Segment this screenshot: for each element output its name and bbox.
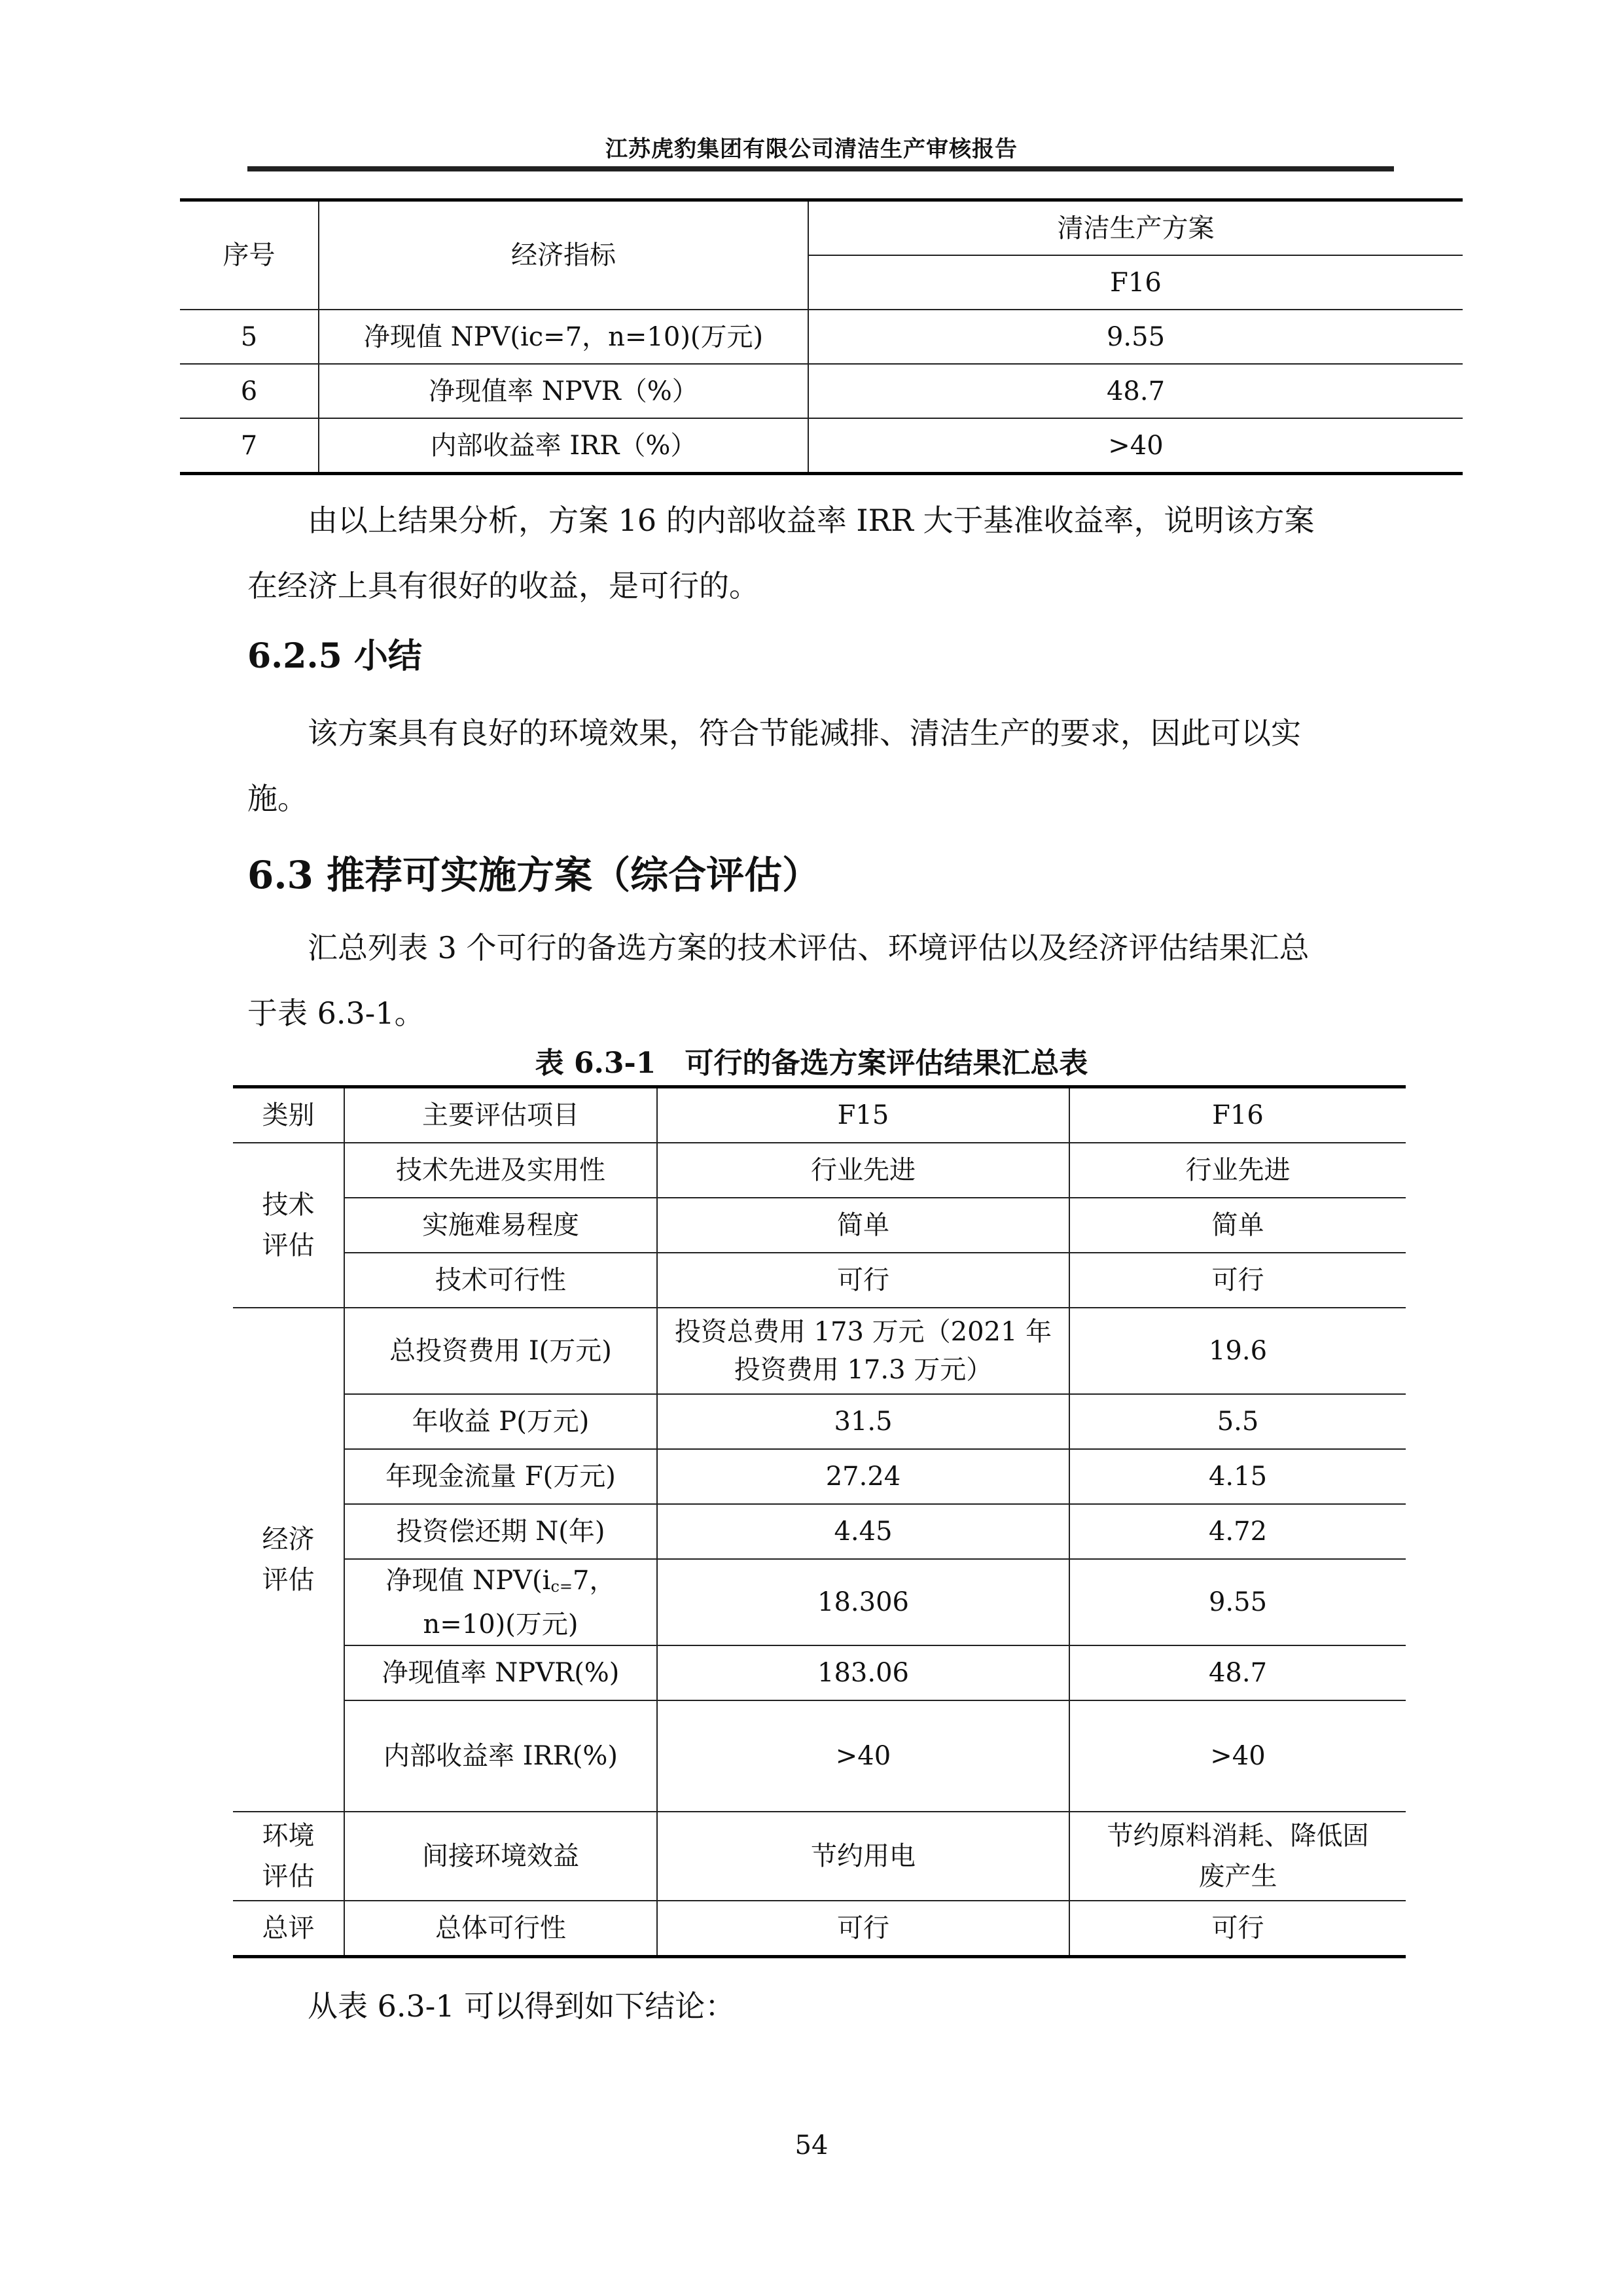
- cell-item: 总体可行性: [344, 1901, 657, 1957]
- cell-item-npv: [344, 1559, 657, 1645]
- cell-f16: 节约原料消耗、降低固 废产生: [1069, 1812, 1406, 1901]
- cell-f16: 48.7: [1069, 1645, 1406, 1700]
- table-row: [233, 1504, 1406, 1559]
- table-row: [233, 1645, 1406, 1700]
- category-env: 环境 评估: [233, 1812, 344, 1901]
- npv-label-pre: 净现值 NPV(i: [385, 1565, 551, 1596]
- cell-item: 年收益 P(万元): [344, 1394, 657, 1449]
- section-heading-6-2-5: 6.2.5 小结: [247, 636, 422, 676]
- cell-f15: 行业先进: [657, 1143, 1069, 1198]
- paragraph-line: 于表 6.3-1。: [247, 996, 425, 1031]
- table-row: [233, 1198, 1406, 1253]
- table-row: [180, 418, 1463, 474]
- cell-value: 9.55: [808, 310, 1463, 364]
- npv-label-subscript: c=: [550, 1577, 573, 1596]
- npv-label-line2: n=10)(万元): [423, 1609, 579, 1640]
- economic-indicator-table: [180, 198, 1463, 475]
- cell-item: 间接环境效益: [344, 1812, 657, 1901]
- cell-f15: 18.306: [657, 1559, 1069, 1645]
- header-scheme-group: 清洁生产方案: [808, 200, 1463, 256]
- cell-value: 48.7: [808, 364, 1463, 418]
- intro-paragraph: [247, 915, 1394, 1046]
- conclusion-intro-paragraph: [247, 1973, 1394, 2039]
- cell-f15: 投资总费用 173 万元（2021 年 投资费用 17.3 万元）: [657, 1308, 1069, 1394]
- cell-item: 技术可行性: [344, 1253, 657, 1308]
- cell-f15: 可行: [657, 1901, 1069, 1957]
- category-overall: 总评: [233, 1901, 344, 1957]
- cell-indicator: 净现值率 NPVR（%）: [319, 364, 808, 418]
- cell-f15: 183.06: [657, 1645, 1069, 1700]
- header-rule: [247, 166, 1394, 171]
- table-row: [233, 1253, 1406, 1308]
- header-scheme-f16: F16: [808, 255, 1463, 310]
- npv-label-post: 7，: [573, 1565, 616, 1596]
- table-header-row: [180, 200, 1463, 256]
- cell-item: 内部收益率 IRR(%): [344, 1700, 657, 1812]
- cell-f16: >40: [1069, 1700, 1406, 1812]
- table-row: [233, 1308, 1406, 1394]
- cell-no: 6: [180, 364, 319, 418]
- page-header-title: 江苏虎豹集团有限公司清洁生产审核报告: [605, 136, 1018, 162]
- paragraph-line: 从表 6.3-1 可以得到如下结论：: [308, 1988, 736, 2024]
- table-row: [180, 364, 1463, 418]
- table-header-row: [233, 1087, 1406, 1143]
- summary-paragraph: [247, 700, 1394, 831]
- cell-f15: 节约用电: [657, 1812, 1069, 1901]
- table-row: [233, 1700, 1406, 1812]
- cell-item: 技术先进及实用性: [344, 1143, 657, 1198]
- cell-f16: 4.72: [1069, 1504, 1406, 1559]
- cell-f16: 5.5: [1069, 1394, 1406, 1449]
- cell-f16: 可行: [1069, 1253, 1406, 1308]
- table-row: [233, 1559, 1406, 1645]
- cell-item: 净现值率 NPVR(%): [344, 1645, 657, 1700]
- cell-f16: 9.55: [1069, 1559, 1406, 1645]
- paragraph-line: 汇总列表 3 个可行的备选方案的技术评估、环境评估以及经济评估结果汇总: [308, 930, 1310, 965]
- table-row: [233, 1901, 1406, 1957]
- cell-f16: 行业先进: [1069, 1143, 1406, 1198]
- paragraph-line: 施。: [247, 781, 308, 816]
- cell-f15: 31.5: [657, 1394, 1069, 1449]
- header-category: 类别: [233, 1087, 344, 1143]
- cell-item: 年现金流量 F(万元): [344, 1449, 657, 1504]
- table-row: [233, 1812, 1406, 1901]
- cell-no: 7: [180, 418, 319, 474]
- cell-no: 5: [180, 310, 319, 364]
- cell-f16: 简单: [1069, 1198, 1406, 1253]
- paragraph-line: 在经济上具有很好的收益，是可行的。: [247, 568, 759, 603]
- paragraph-line: 由以上结果分析，方案 16 的内部收益率 IRR 大于基准收益率，说明该方案: [308, 503, 1315, 538]
- cell-f15: 可行: [657, 1253, 1069, 1308]
- section-heading-6-3: 6.3 推荐可实施方案（综合评估）: [247, 853, 821, 897]
- header-indicator: 经济指标: [319, 200, 808, 310]
- cell-f16: 4.15: [1069, 1449, 1406, 1504]
- cell-indicator: 净现值 NPV(ic=7，n=10)(万元): [319, 310, 808, 364]
- cell-item: 投资偿还期 N(年): [344, 1504, 657, 1559]
- header-no: 序号: [180, 200, 319, 310]
- category-econ: 经济 评估: [233, 1308, 344, 1812]
- table-row: [233, 1449, 1406, 1504]
- header-item: 主要评估项目: [344, 1087, 657, 1143]
- table-row: [233, 1143, 1406, 1198]
- header-f16: F16: [1069, 1087, 1406, 1143]
- paragraph-line: 该方案具有良好的环境效果，符合节能减排、清洁生产的要求，因此可以实: [308, 715, 1301, 751]
- cell-f15: 简单: [657, 1198, 1069, 1253]
- evaluation-summary-table: [233, 1085, 1406, 1958]
- table-caption: 表 6.3-1 可行的备选方案评估结果汇总表: [535, 1047, 1088, 1080]
- page-number: 54: [794, 2130, 829, 2161]
- cell-item: 实施难易程度: [344, 1198, 657, 1253]
- cell-f16: 可行: [1069, 1901, 1406, 1957]
- table-row: [233, 1394, 1406, 1449]
- cell-f15: 4.45: [657, 1504, 1069, 1559]
- header-f15: F15: [657, 1087, 1069, 1143]
- analysis-paragraph: [247, 488, 1394, 619]
- category-tech: 技术 评估: [233, 1143, 344, 1308]
- cell-value: >40: [808, 418, 1463, 474]
- cell-f15: 27.24: [657, 1449, 1069, 1504]
- cell-f16: 19.6: [1069, 1308, 1406, 1394]
- cell-indicator: 内部收益率 IRR（%）: [319, 418, 808, 474]
- table-row: [180, 310, 1463, 364]
- cell-f15: >40: [657, 1700, 1069, 1812]
- cell-item: 总投资费用 I(万元): [344, 1308, 657, 1394]
